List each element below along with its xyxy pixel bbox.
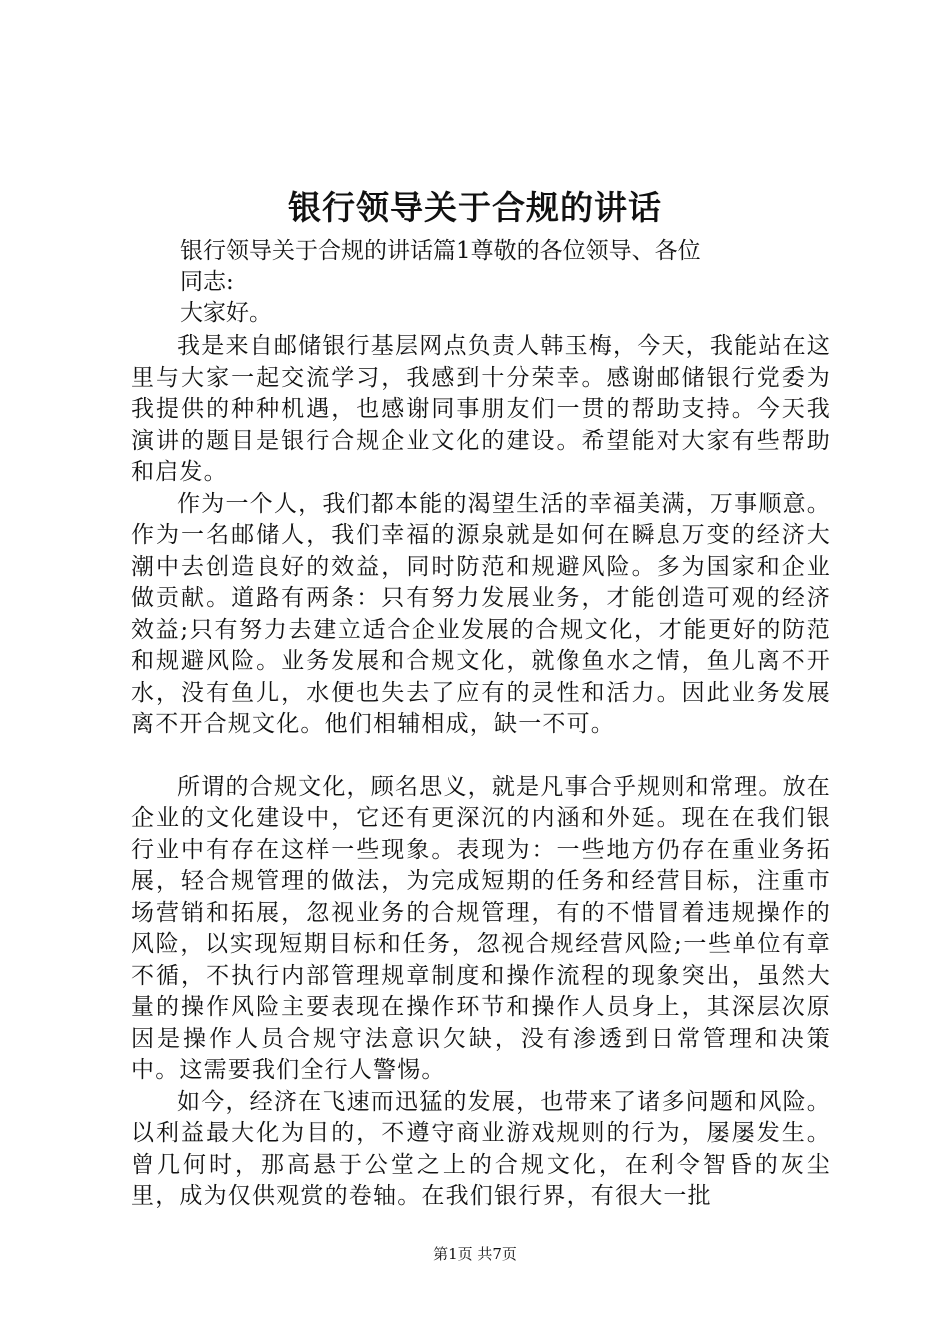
greeting: 大家好。 [180, 300, 272, 326]
paragraph-2: 作为一个人，我们都本能的渴望生活的幸福美满，万事顺意。作为一名邮储人，我们幸福的源泉就是如何在瞬息万变的经济大潮中去创造良好的效益，同时防范和规避风险。多为国家和企业做贡献。道路有两条：只有努力发展业务，才能创造可观的经济效益;只有努力去建立适合企业发展的合规文化，才能更好的防范和规避风险。业务发展和合规文化，就像鱼水之情，鱼儿离不开水，没有鱼儿，水便也失去了应有的灵性和活力。因此业务发展离不开合规文化。他们相辅相成，缺一不可。 [131, 490, 831, 737]
document-title: 银行领导关于合规的讲话 [288, 188, 662, 227]
document-intro [180, 236, 800, 329]
page-footer: 第1页 共7页 [433, 1245, 517, 1263]
intro-line: 银行领导关于合规的讲话篇1尊敬的各位领导、各位 [180, 238, 701, 264]
paragraph-1: 我是来自邮储银行基层网点负责人韩玉梅，今天，我能站在这里与大家一起交流学习，我感到十分荣幸。感谢邮储银行党委为我提供的种种机遇，也感谢同事朋友们一贯的帮助支持。今天我演讲的题目是银行合规企业文化的建设。希望能对大家有些帮助和启发。 [131, 333, 831, 485]
document-body [131, 331, 831, 1213]
intro-line-2: 同志: [180, 269, 234, 295]
paragraph-3: 所谓的合规文化，顾名思义，就是凡事合乎规则和常理。放在企业的文化建设中，它还有更深沉的内涵和外延。现在在我们银行业中有存在这样一些现象。表现为：一些地方仍存在重业务拓展，轻合规管理的做法，为完成短期的任务和经营目标，注重市场营销和拓展，忽视业务的合规管理，有的不惜冒着违规操作的风险，以实现短期目标和任务，忽视合规经营风险;一些单位有章不循，不执行内部管理规章制度和操作流程的现象突出，虽然大量的操作风险主要表现在操作环节和操作人员身上，其深层次原因是操作人员合规守法意识欠缺，没有渗透到日常管理和决策中。这需要我们全行人警惕。 [131, 773, 831, 1083]
paragraph-4: 如今，经济在飞速而迅猛的发展，也带来了诸多问题和风险。以利益最大化为目的，不遵守商业游戏规则的行为，屡屡发生。曾几何时，那高悬于公堂之上的合规文化，在利令智昏的灰尘里，成为仅供观赏的卷轴。在我们银行界，有很大一批 [131, 1088, 831, 1209]
